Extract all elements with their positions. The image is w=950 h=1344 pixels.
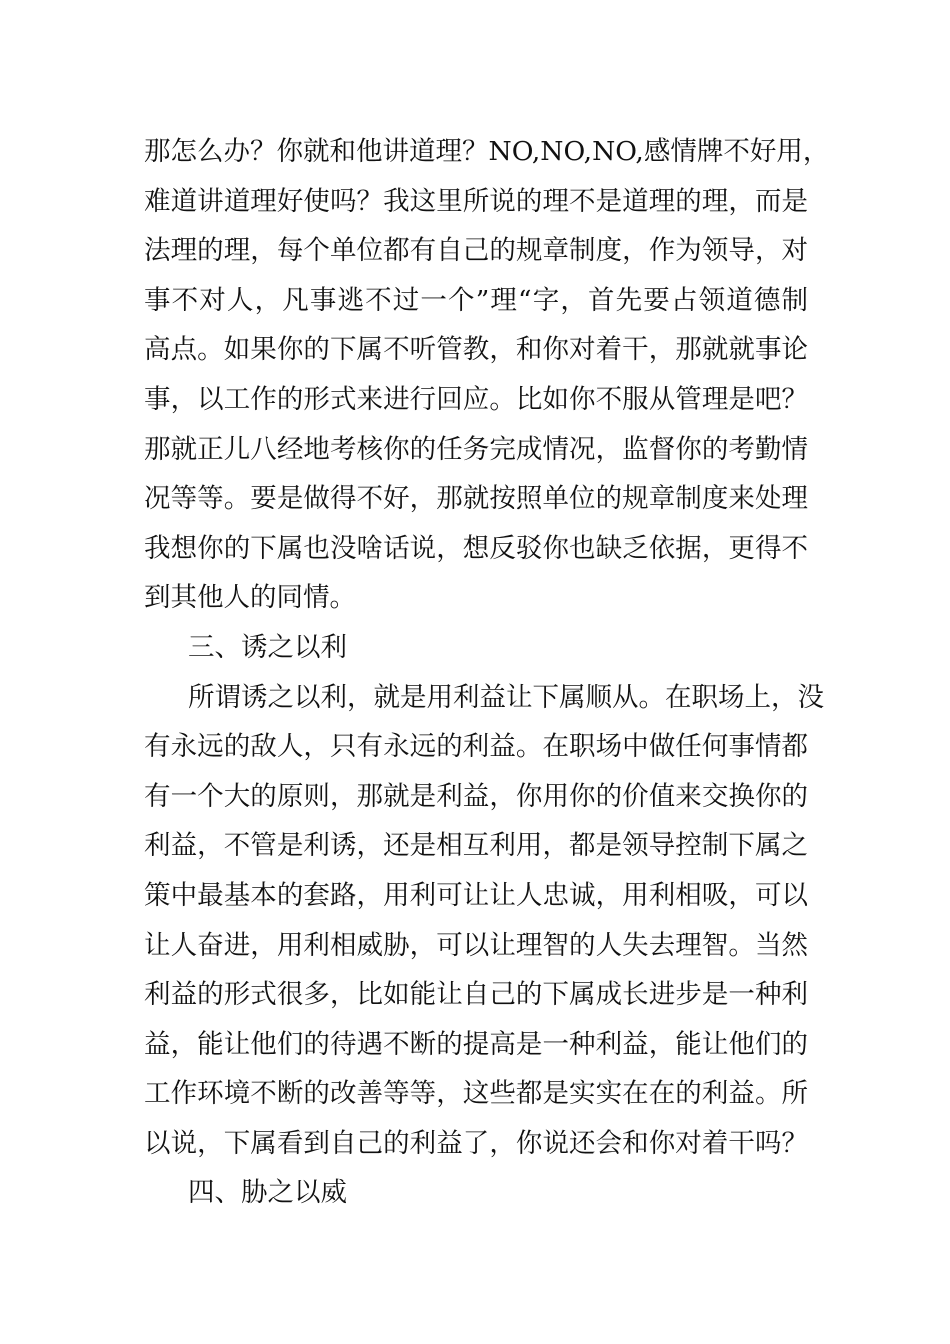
paragraph-first-line: 所 谓 诱 之 以 利 ， 就 是 用 利 益 让 下 属 顺 从 。 在 职 场 上 ， 没 <box>188 681 824 713</box>
text-line: 法 理 的 理 ， 每 个 单 位 都 有 自 己 的 规 章 制 度 ， 作 为 领 导 ， 对 <box>144 235 808 267</box>
text-line: 那 就 正 儿 八 经 地 考 核 你 的 任 务 完 成 情 况 ， 监 督 你 的 考 勤 情 <box>144 433 808 465</box>
text-line: 有 一 个 大 的 原 则 ， 那 就 是 利 益 ， 你 用 你 的 价 值 来 交 换 你 的 <box>144 780 808 812</box>
text-line: 事 ， 以 工 作 的 形 式 来 进 行 回 应 。 比 如 你 不 服 从 管 理 是 吧 ？ <box>144 383 808 415</box>
text-line: 况 等 等 。 要 是 做 得 不 好 ， 那 就 按 照 单 位 的 规 章 制 度 来 处 理 <box>144 483 808 515</box>
text-line: 难 道 讲 道 理 好 使 吗 ？ 我 这 里 所 说 的 理 不 是 道 理 的 理 ， 而 是 <box>144 185 808 217</box>
text-line: 到其他人的同情。 <box>144 582 356 614</box>
text-line: 益 ， 能 让 他 们 的 待 遇 不 断 的 提 高 是 一 种 利 益 ， 能 让 他 们 的 <box>144 1028 808 1060</box>
text-line: 我 想 你 的 下 属 也 没 啥 话 说 ， 想 反 驳 你 也 缺 乏 依 据 ， 更 得 不 <box>144 532 808 564</box>
text-line: 工 作 环 境 不 断 的 改 善 等 等 ， 这 些 都 是 实 实 在 在 的 利 益 。 所 <box>144 1078 808 1110</box>
text-line: 那 怎 么 办 ？ 你 就 和 他 讲 道 理 ？ NO,NO,NO, 感 情 牌 不 好 用 ， <box>144 136 830 167</box>
text-line: 事 不 对 人 ， 凡 事 逃 不 过 一 个 ” 理 “ 字 ， 首 先 要 占 领 道 德 制 <box>144 284 808 316</box>
section-heading: 四、胁之以威 <box>188 1177 347 1209</box>
text-line: 让 人 奋 进 ， 用 利 相 威 胁 ， 可 以 让 理 智 的 人 失 去 理 智 。 当 然 <box>144 929 808 961</box>
text-line: 高 点 。 如 果 你 的 下 属 不 听 管 教 ， 和 你 对 着 干 ， 那 就 就 事 论 <box>144 334 808 366</box>
text-line: 策 中 最 基 本 的 套 路 ， 用 利 可 让 让 人 忠 诚 ， 用 利 相 吸 ， 可 以 <box>144 879 808 911</box>
text-line: 利 益 ， 不 管 是 利 诱 ， 还 是 相 互 利 用 ， 都 是 领 导 控 制 下 属 之 <box>144 830 808 862</box>
text-line: 利 益 的 形 式 很 多 ， 比 如 能 让 自 己 的 下 属 成 长 进 步 是 一 种 利 <box>144 979 808 1011</box>
document-body <box>144 127 830 1218</box>
text-line: 以 说 ， 下 属 看 到 自 己 的 利 益 了 ， 你 说 还 会 和 你 对 着 干 吗 ？ <box>144 1127 808 1159</box>
section-heading: 三、诱之以利 <box>188 631 347 663</box>
text-line: 有 永 远 的 敌 人 ， 只 有 永 远 的 利 益 。 在 职 场 中 做 任 何 事 情 都 <box>144 731 808 763</box>
